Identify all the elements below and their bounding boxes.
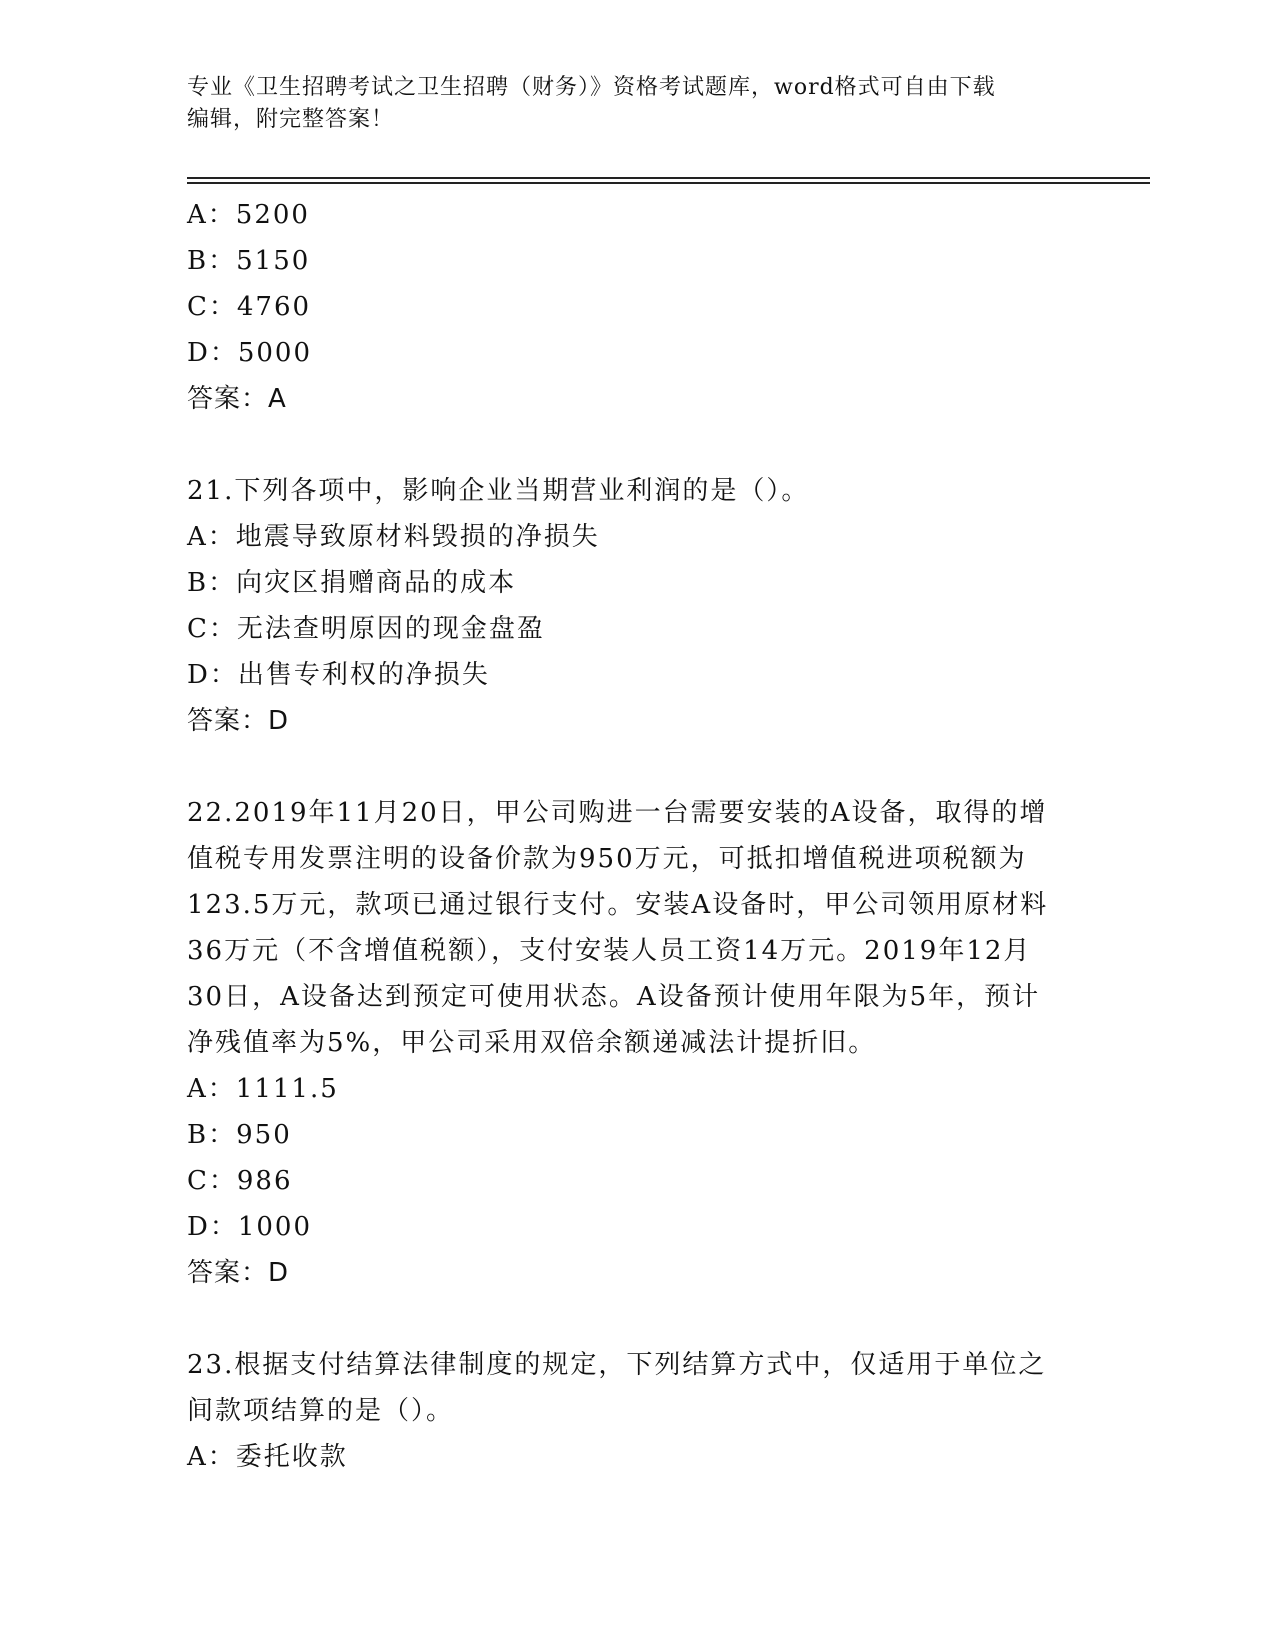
option-d: D：5000: [187, 338, 313, 368]
spacer: [187, 1296, 1087, 1342]
option-c: C：4760: [187, 292, 312, 322]
header-line-1: 专业《卫生招聘考试之卫生招聘（财务）》资格考试题库，word格式可自由下载: [187, 75, 996, 100]
spacer: [187, 744, 1087, 790]
question-text-line: 值税专用发票注明的设备价款为950万元，可抵扣增值税进项税额为: [187, 844, 1027, 874]
header-line-2: 编辑，附完整答案！: [187, 107, 395, 132]
option-c: C：986: [187, 1166, 293, 1196]
option-b: B：向灾区捐赠商品的成本: [187, 568, 517, 598]
option-b: B：5150: [187, 246, 311, 276]
question-text-line: 间款项结算的是（）。: [187, 1396, 455, 1426]
option-d: D：出售专利权的净损失: [187, 660, 490, 690]
question-22-block: [187, 790, 1087, 1296]
option-c: C：无法查明原因的现金盘盈: [187, 614, 545, 644]
answer-line: 答案：D: [187, 1258, 290, 1288]
question-text-line: 净残值率为5%，甲公司采用双倍余额递减法计提折旧。: [187, 1028, 877, 1058]
question-text-line: 22.2019年11月20日，甲公司购进一台需要安装的A设备，取得的增: [187, 798, 1048, 828]
question-text-line: 23.根据支付结算法律制度的规定，下列结算方式中，仅适用于单位之: [187, 1350, 1047, 1380]
question-21-block: [187, 468, 1087, 744]
option-a: A：地震导致原材料毁损的净损失: [187, 522, 600, 552]
header-divider-top: [187, 177, 1150, 179]
document-header: [187, 72, 1087, 136]
question-23-block: [187, 1342, 1087, 1480]
header-divider-bottom: [187, 182, 1150, 184]
option-a: A：1111.5: [187, 1074, 339, 1104]
question-text-line: 123.5万元，款项已通过银行支付。安装A设备时，甲公司领用原材料: [187, 890, 1049, 920]
answer-line: 答案：D: [187, 706, 290, 736]
spacer: [187, 422, 1087, 468]
option-a: A：5200: [187, 200, 310, 230]
question-text-line: 30日，A设备达到预定可使用状态。A设备预计使用年限为5年，预计: [187, 982, 1041, 1012]
option-b: B：950: [187, 1120, 292, 1150]
question-text: 21.下列各项中，影响企业当期营业利润的是（）。: [187, 476, 810, 506]
question-20-block: [187, 192, 1087, 422]
option-d: D：1000: [187, 1212, 313, 1242]
document-body: [187, 192, 1087, 1480]
option-a: A：委托收款: [187, 1442, 348, 1472]
question-text-line: 36万元（不含增值税额），支付安装人员工资14万元。2019年12月: [187, 936, 1032, 966]
answer-line: 答案：A: [187, 384, 287, 414]
